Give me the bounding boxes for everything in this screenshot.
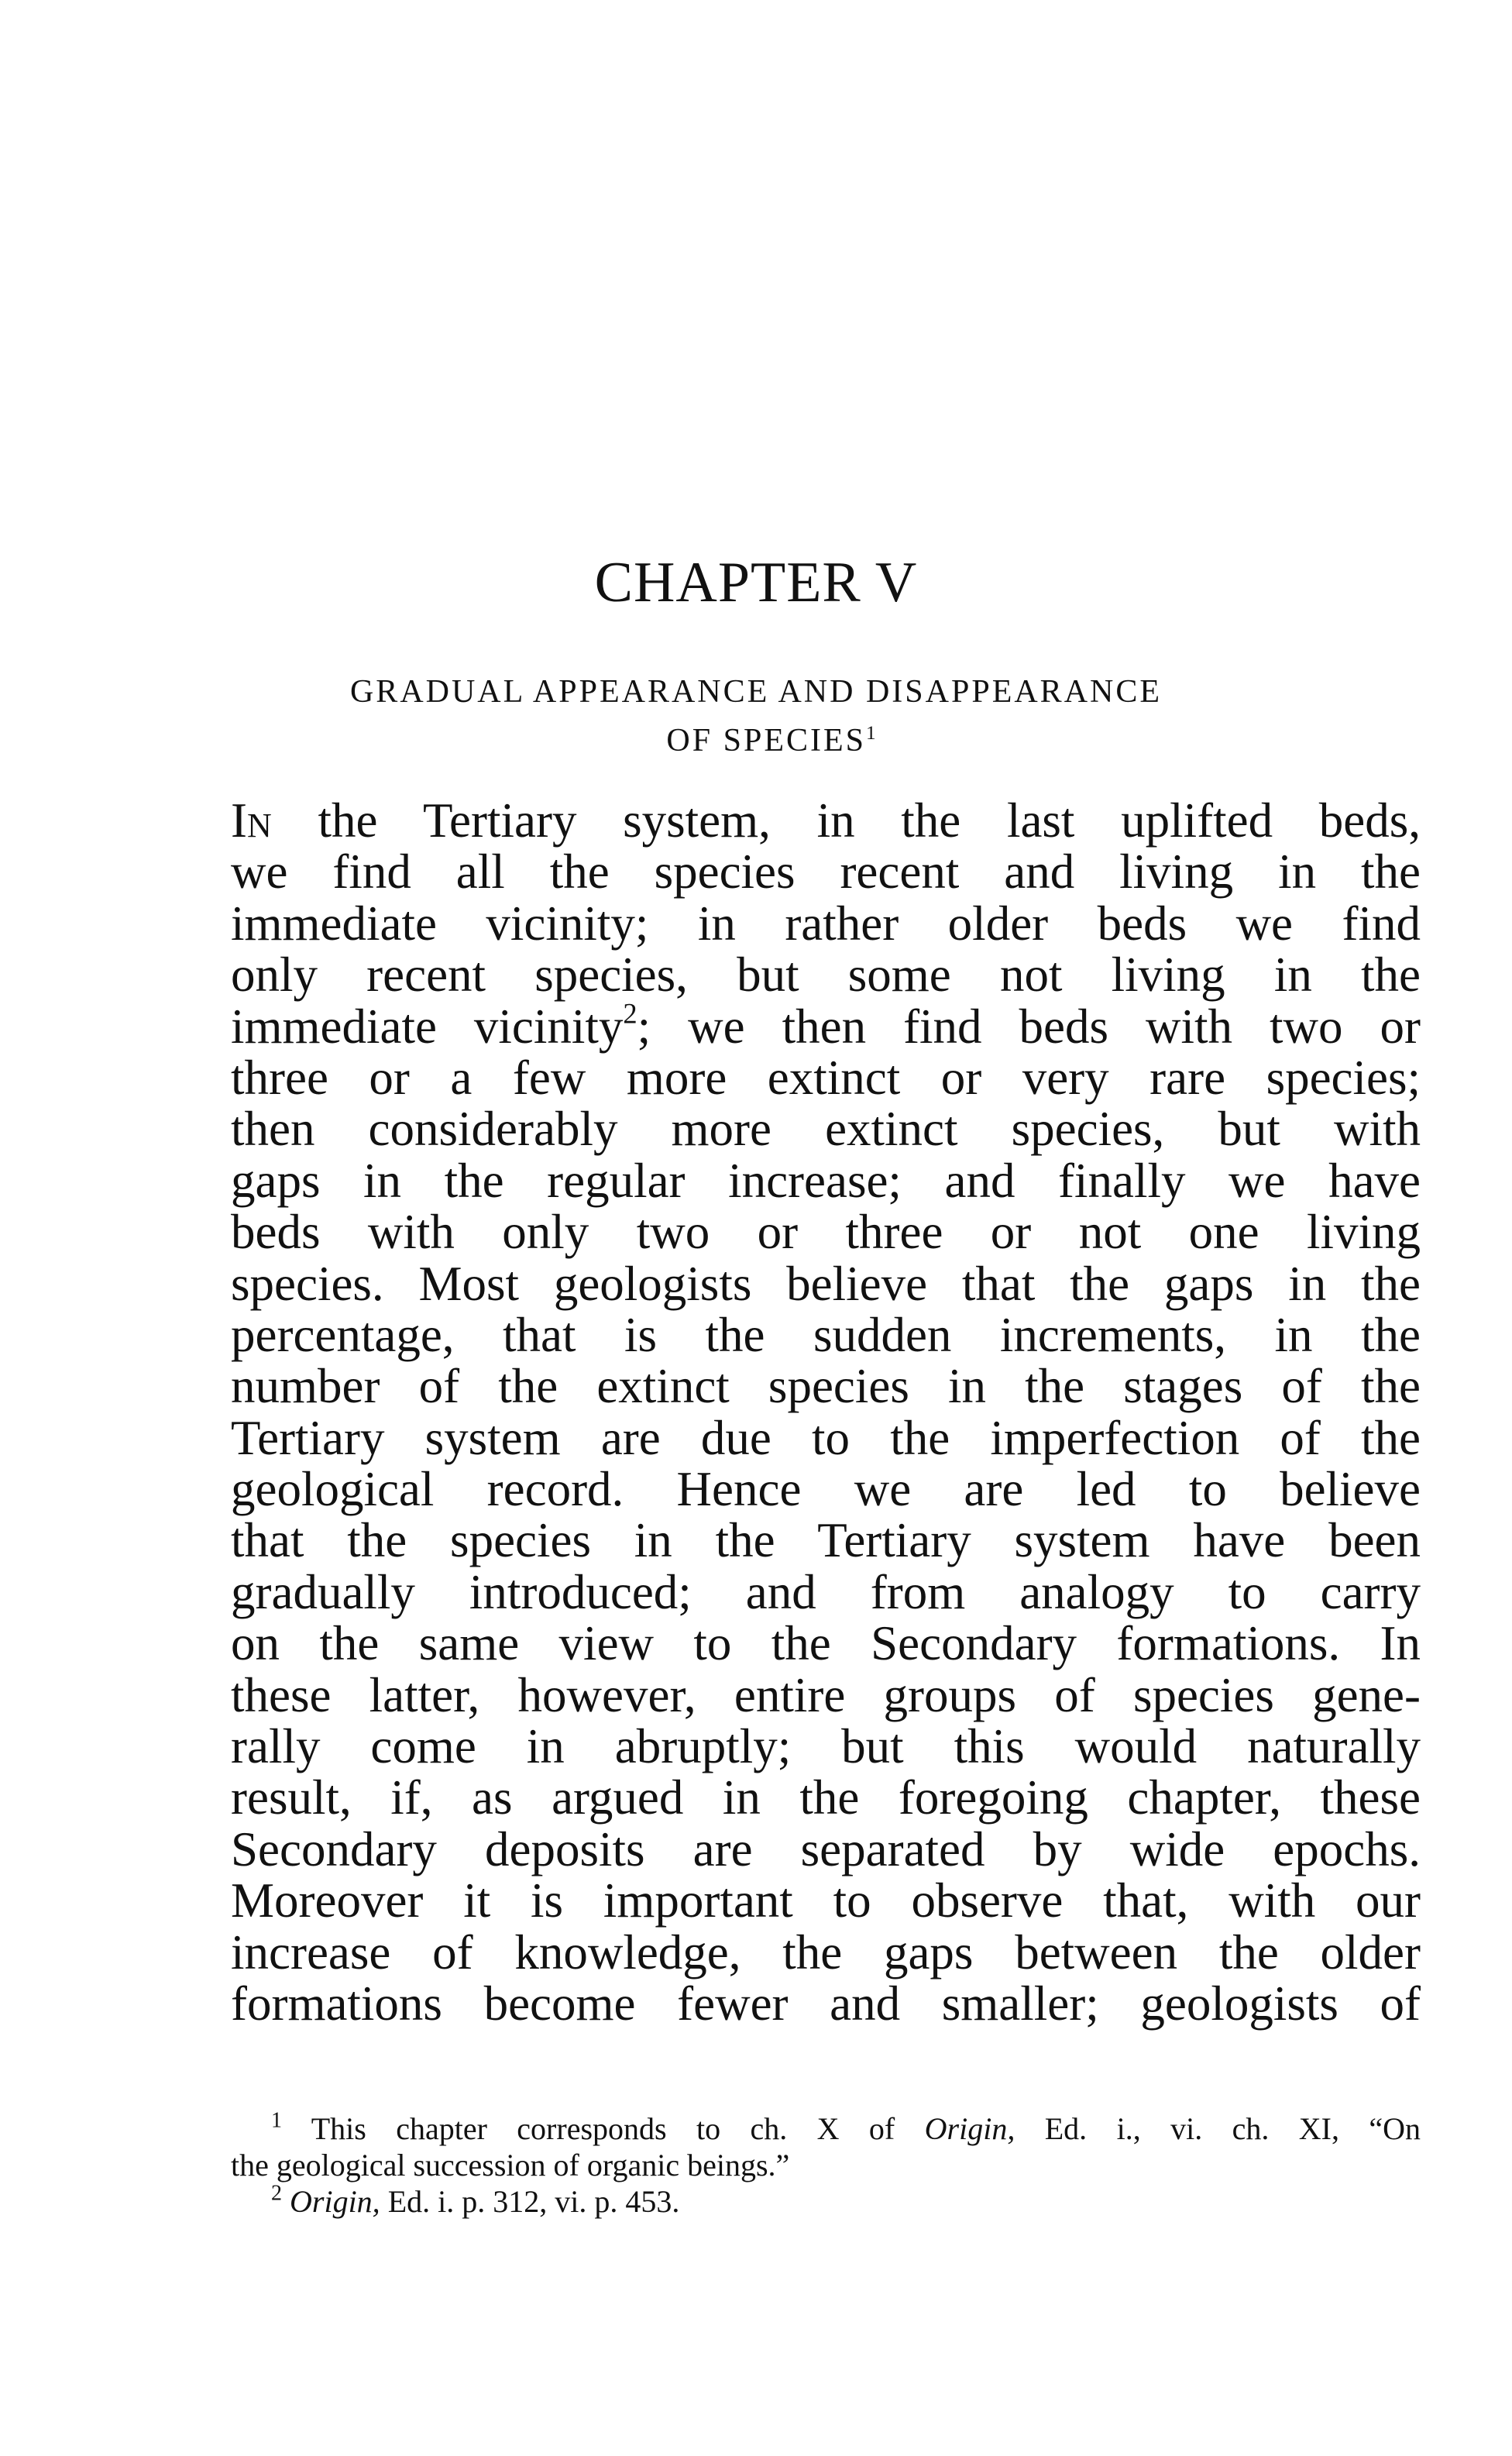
body-line: immediate vicinity; in rather older beds we find bbox=[231, 896, 1421, 951]
body-footnote-marker: 2 bbox=[623, 997, 637, 1029]
footnote-text: Ed. i., vi. ch. XI, “On bbox=[1015, 2111, 1421, 2146]
body-line: geological record. Hence we are led to believe bbox=[231, 1462, 1421, 1517]
subtitle-text: OF SPECIES bbox=[666, 723, 866, 758]
footnote-2-marker: 2 bbox=[271, 2181, 282, 2206]
body-line: formations become fewer and smaller; geologists of bbox=[231, 1976, 1421, 2031]
body-line: Tertiary system are due to the imperfection of the bbox=[231, 1410, 1421, 1465]
footnote-italic-title: Origin, bbox=[290, 2184, 380, 2219]
body-line-text: the Tertiary system, in the last uplifted beds, bbox=[271, 793, 1421, 848]
body-line: rally come in abruptly; but this would naturally bbox=[231, 1719, 1421, 1774]
body-line: percentage, that is the sudden increments, in the bbox=[231, 1307, 1421, 1362]
footnote-text: Ed. i. p. 312, vi. p. 453. bbox=[380, 2184, 680, 2219]
body-line: we find all the species recent and living in the bbox=[231, 844, 1421, 900]
footnote-text: This chapter corresponds to ch. X of bbox=[311, 2111, 925, 2146]
body-line-text: immediate vicinity bbox=[231, 999, 624, 1054]
chapter-subtitle-line-1: GRADUAL APPEARANCE AND DISAPPEARANCE bbox=[349, 674, 1163, 710]
footnote-1-marker: 1 bbox=[271, 2108, 282, 2133]
body-line: Moreover it is important to observe that, with our bbox=[231, 1873, 1421, 1928]
body-line: beds with only two or three or not one living bbox=[231, 1205, 1421, 1260]
body-line: gaps in the regular increase; and finally we have bbox=[231, 1153, 1421, 1208]
body-line: result, if, as argued in the foregoing chapter, these bbox=[231, 1770, 1421, 1825]
body-line-text: ; we then find beds with two or bbox=[637, 999, 1421, 1054]
footnote-1-line-2: the geological succession of organic beings.” bbox=[231, 2148, 790, 2183]
footnote-italic-title: Origin, bbox=[924, 2111, 1015, 2146]
small-caps-lead: In bbox=[231, 793, 272, 848]
body-line: gradually introduced; and from analogy to carry bbox=[231, 1564, 1421, 1619]
body-line: Secondary deposits are separated by wide epochs. bbox=[231, 1821, 1421, 1876]
body-line bbox=[231, 795, 1421, 846]
body-line: three or a few more extinct or very rare species; bbox=[231, 1050, 1421, 1105]
footnotes bbox=[231, 2110, 1421, 2220]
body-line: species. Most geologists believe that the gaps in the bbox=[231, 1256, 1421, 1311]
body-line: increase of knowledge, the gaps between the older bbox=[231, 1925, 1421, 1980]
body-line: that the species in the Tertiary system have been bbox=[231, 1513, 1421, 1568]
chapter-title: CHAPTER V bbox=[594, 551, 918, 614]
body-paragraph bbox=[231, 795, 1421, 2029]
body-line: these latter, however, entire groups of species gene- bbox=[231, 1667, 1421, 1722]
body-line bbox=[231, 997, 1421, 1054]
body-line: number of the extinct species in the stages of the bbox=[231, 1359, 1421, 1414]
body-line: only recent species, but some not living in the bbox=[231, 948, 1421, 1003]
chapter-subtitle-line-2 bbox=[0, 724, 1512, 757]
footnote-2 bbox=[231, 2183, 1421, 2220]
footnote-1-line-1 bbox=[231, 2110, 1421, 2147]
body-line: on the same view to the Secondary formations. In bbox=[231, 1616, 1421, 1671]
body-line: then considerably more extinct species, but with bbox=[231, 1102, 1421, 1157]
subtitle-footnote-marker: 1 bbox=[865, 722, 878, 744]
